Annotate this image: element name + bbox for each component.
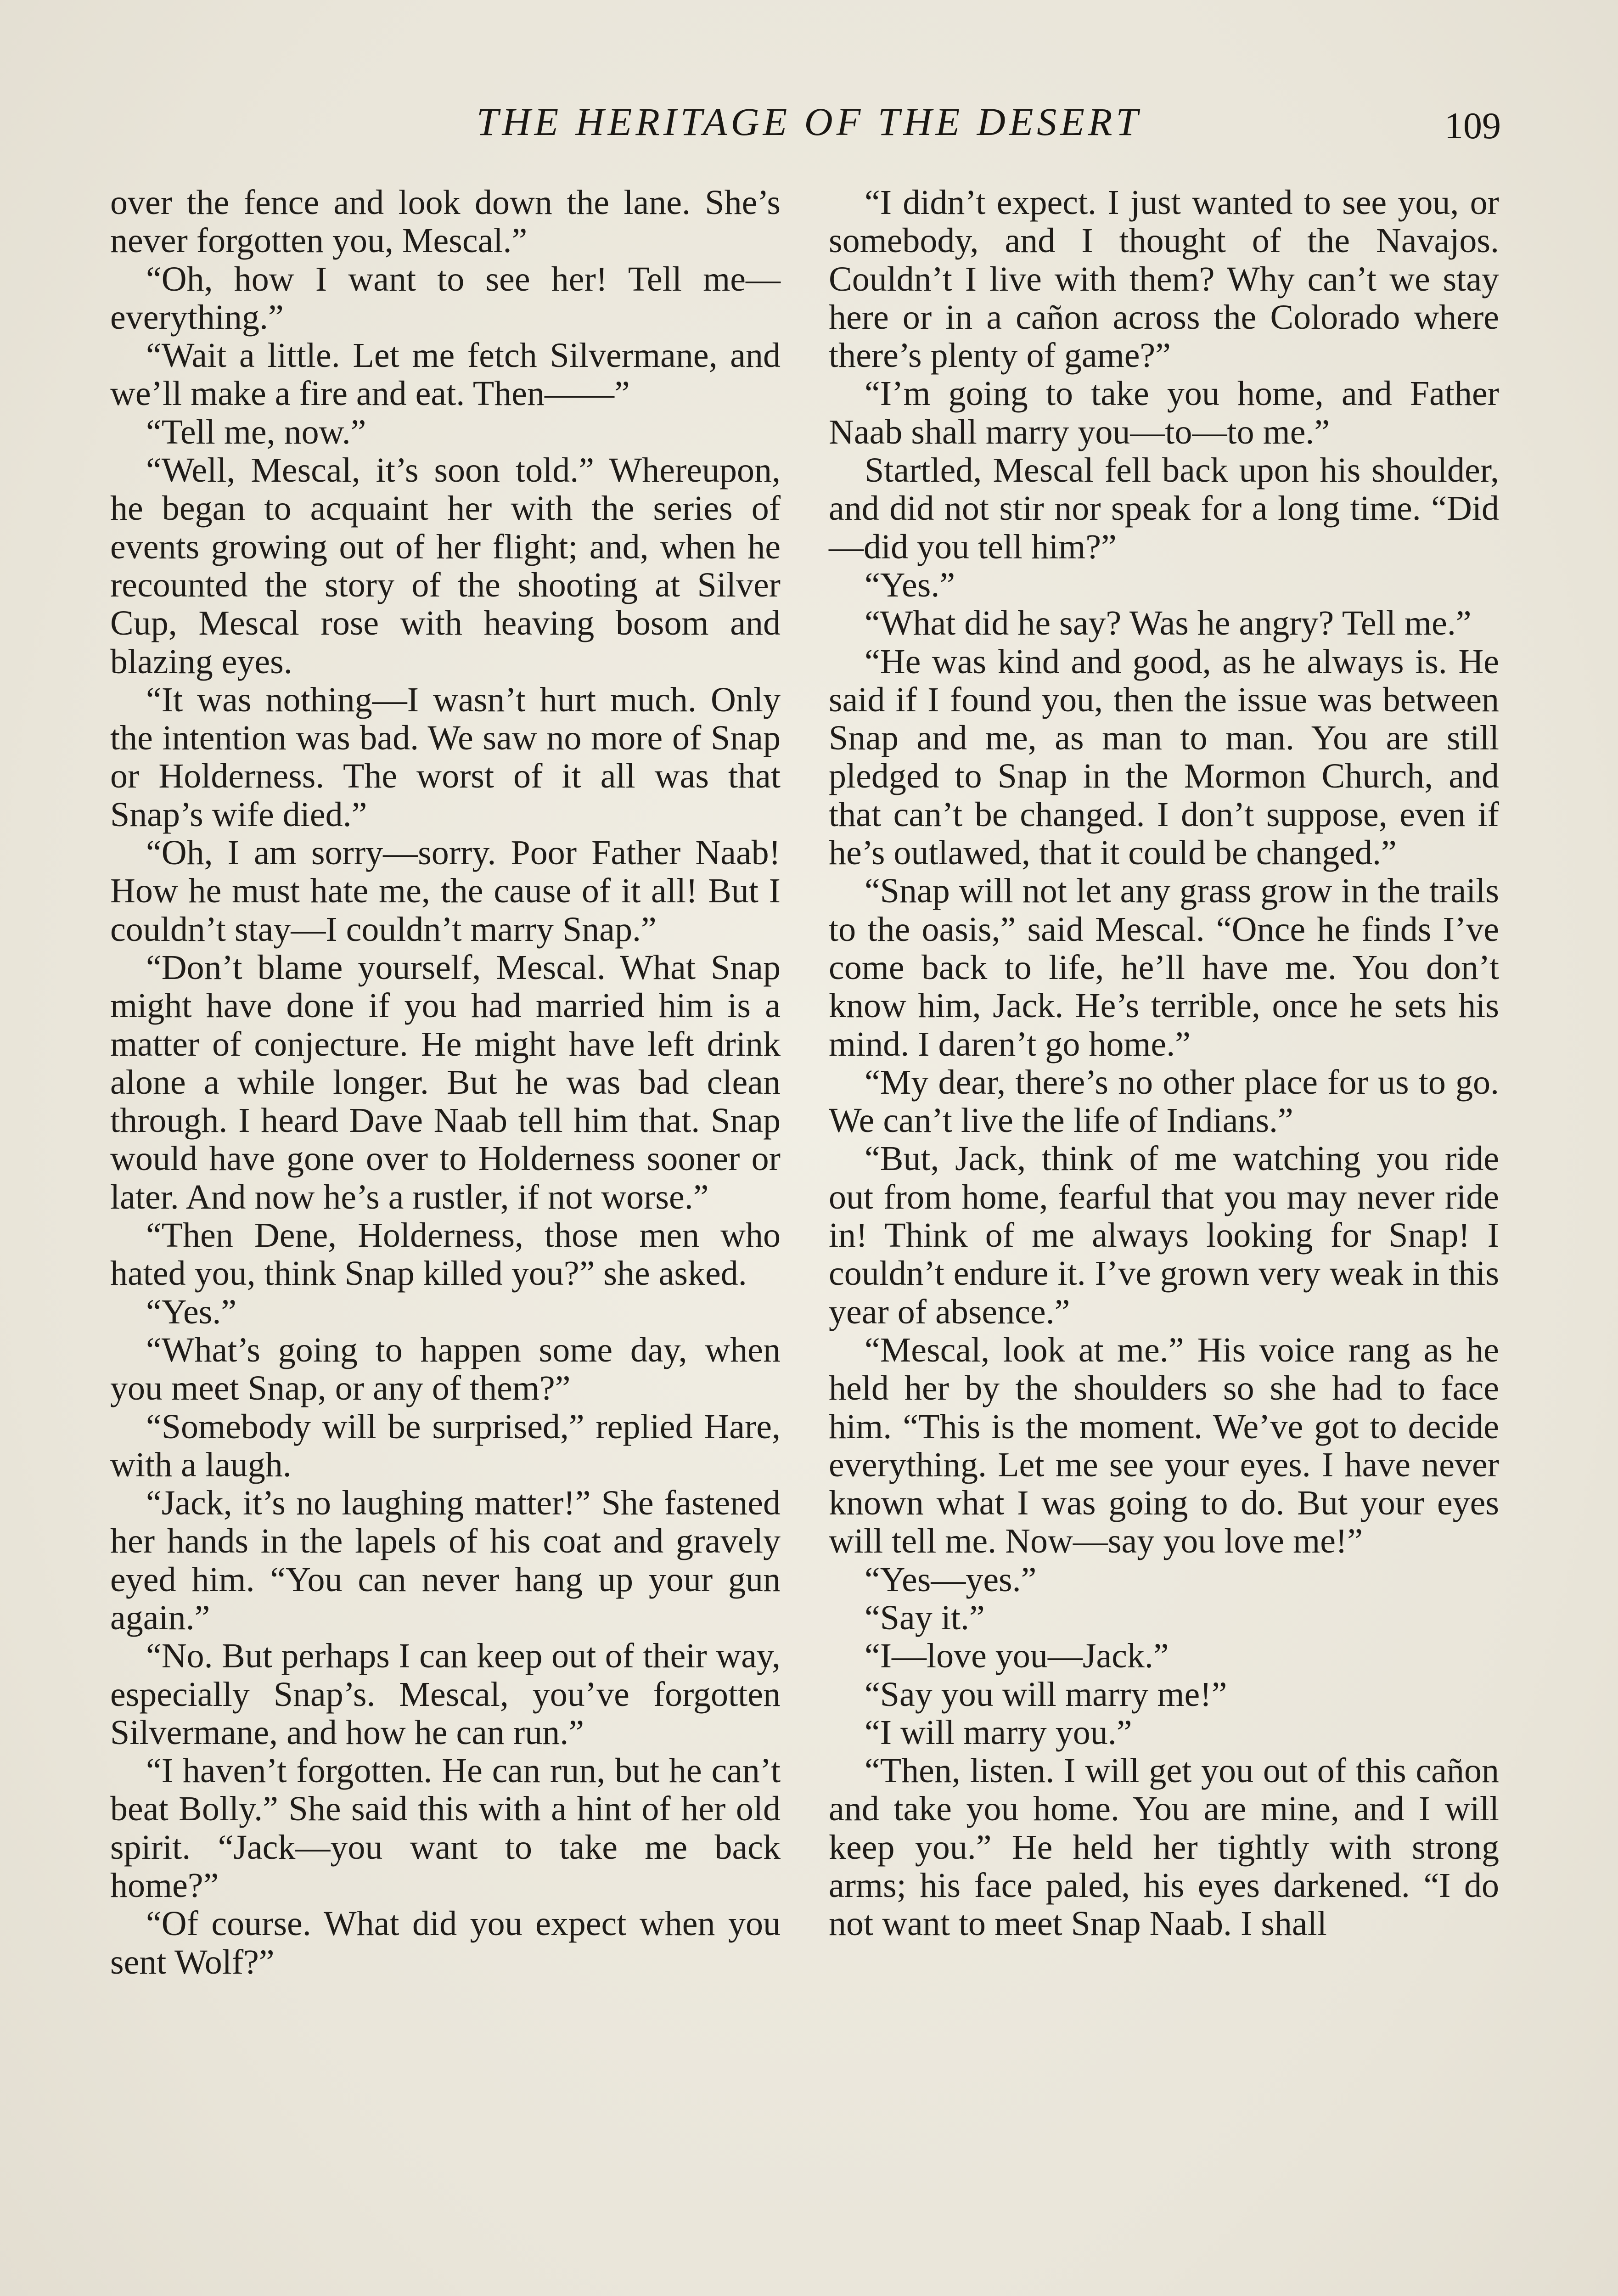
paragraph: “My dear, there’s no other place for us to go. We can’t live the life of Indians.” <box>829 1063 1499 1140</box>
paragraph: “Then, listen. I will get you out of this cañon and take you home. You are mine, and I will keep you.” He held her tightly with strong arms; his face paled, his eyes darkened. “I do not want to meet Snap Naab. I shall <box>829 1751 1499 1943</box>
left-text-column <box>110 184 781 1981</box>
paragraph: “Oh, how I want to see her! Tell me—everything.” <box>110 259 781 337</box>
page-header <box>0 99 1618 158</box>
paragraph: “Oh, I am sorry—sorry. Poor Father Naab! How he must hate me, the cause of it all! But I couldn’t stay—I couldn’t marry Snap.” <box>110 833 781 949</box>
paragraph: “I didn’t expect. I just wanted to see you, or somebody, and I thought of the Navajos. Couldn’t I live with them? Why can’t we stay here or in a cañon across the Colorado where there’s plenty of game?” <box>829 183 1499 375</box>
paragraph: “I will marry you.” <box>865 1713 1132 1752</box>
paragraph: “Wait a little. Let me fetch Silvermane, and we’ll make a fire and eat. Then——” <box>110 336 781 413</box>
paragraph: “I—love you—Jack.” <box>865 1637 1169 1676</box>
paragraph: Startled, Mescal fell back upon his shoulder, and did not stir nor speak for a long time. “Did—did you tell him?” <box>829 451 1499 566</box>
paragraph: “Then Dene, Holderness, those men who hated you, think Snap killed you?” she asked. <box>110 1216 781 1293</box>
paragraph: “Mescal, look at me.” His voice rang as he held her by the shoulders so she had to face him. “This is the moment. We’ve got to decide everything. Let me see your eyes. I have never known what I was going to do. But your eyes will tell me. Now—say you love me!” <box>829 1330 1499 1561</box>
paragraph: “Well, Mescal, it’s soon told.” Whereupon, he began to acquaint her with the series of events growing out of her flight; and, when he recounted the story of the shooting at Silver Cup, Mescal rose with heaving bosom and blazing eyes. <box>110 451 781 681</box>
right-text-column <box>829 184 1499 1943</box>
paragraph: over the fence and look down the lane. She’s never forgotten you, Mescal.” <box>110 183 781 260</box>
paragraph: “Don’t blame yourself, Mescal. What Snap might have done if you had married him is a matter of conjecture. He might have left drink alone a while longer. But he was bad clean through. I heard Dave Naab tell him that. Snap would have gone over to Holderness sooner or later. And now he’s a rustler, if not worse.” <box>110 948 781 1216</box>
paragraph: “Somebody will be surprised,” replied Hare, with a laugh. <box>110 1407 781 1484</box>
paragraph: “I haven’t forgotten. He can run, but he can’t beat Bolly.” She said this with a hint of her old spirit. “Jack—you want to take me back home?” <box>110 1751 781 1905</box>
paragraph: “It was nothing—I wasn’t hurt much. Only the intention was bad. We saw no more of Snap or Holderness. The worst of it all was that Snap’s wife died.” <box>110 680 781 834</box>
paragraph: “Yes—yes.” <box>865 1560 1037 1599</box>
paragraph: “Snap will not let any grass grow in the trails to the oasis,” said Mescal. “Once he finds I’ve come back to life, he’ll have me. You don’t know him, Jack. He’s terrible, once he sets his mind. I daren’t go home.” <box>829 872 1499 1064</box>
paragraph: “Tell me, now.” <box>146 412 366 451</box>
paragraph: “He was kind and good, as he always is. He said if I found you, then the issue was between Snap and me, as man to man. You are still pledged to Snap in the Mormon Church, and that can’t be changed. I don’t suppose, even if he’s outlawed, that it could be changed.” <box>829 642 1499 872</box>
paragraph: “Of course. What did you expect when you sent Wolf?” <box>110 1904 781 1981</box>
paragraph: “Jack, it’s no laughing matter!” She fastened her hands in the lapels of his coat and gravely eyed him. “You can never hang up your gun again.” <box>110 1484 781 1637</box>
paragraph: “What’s going to happen some day, when you meet Snap, or any of them?” <box>110 1330 781 1408</box>
running-title: THE HERITAGE OF THE DESERT <box>476 100 1142 144</box>
paragraph: “No. But perhaps I can keep out of their way, especially Snap’s. Mescal, you’ve forgotten Silvermane, and how he can run.” <box>110 1637 781 1752</box>
paragraph: “Say you will marry me!” <box>865 1675 1227 1714</box>
page-number: 109 <box>1444 105 1501 146</box>
paragraph: “But, Jack, think of me watching you ride out from home, fearful that you may never ride in! Think of me always looking for Snap! I couldn’t endure it. I’ve grown very weak in this year of absence.” <box>829 1139 1499 1331</box>
paragraph: “I’m going to take you home, and Father Naab shall marry you—to—to me.” <box>829 374 1499 451</box>
paragraph: “Yes.” <box>865 565 955 604</box>
paragraph: “What did he say? Was he angry? Tell me.” <box>865 604 1472 643</box>
paragraph: “Say it.” <box>865 1598 985 1637</box>
paragraph: “Yes.” <box>146 1292 237 1331</box>
